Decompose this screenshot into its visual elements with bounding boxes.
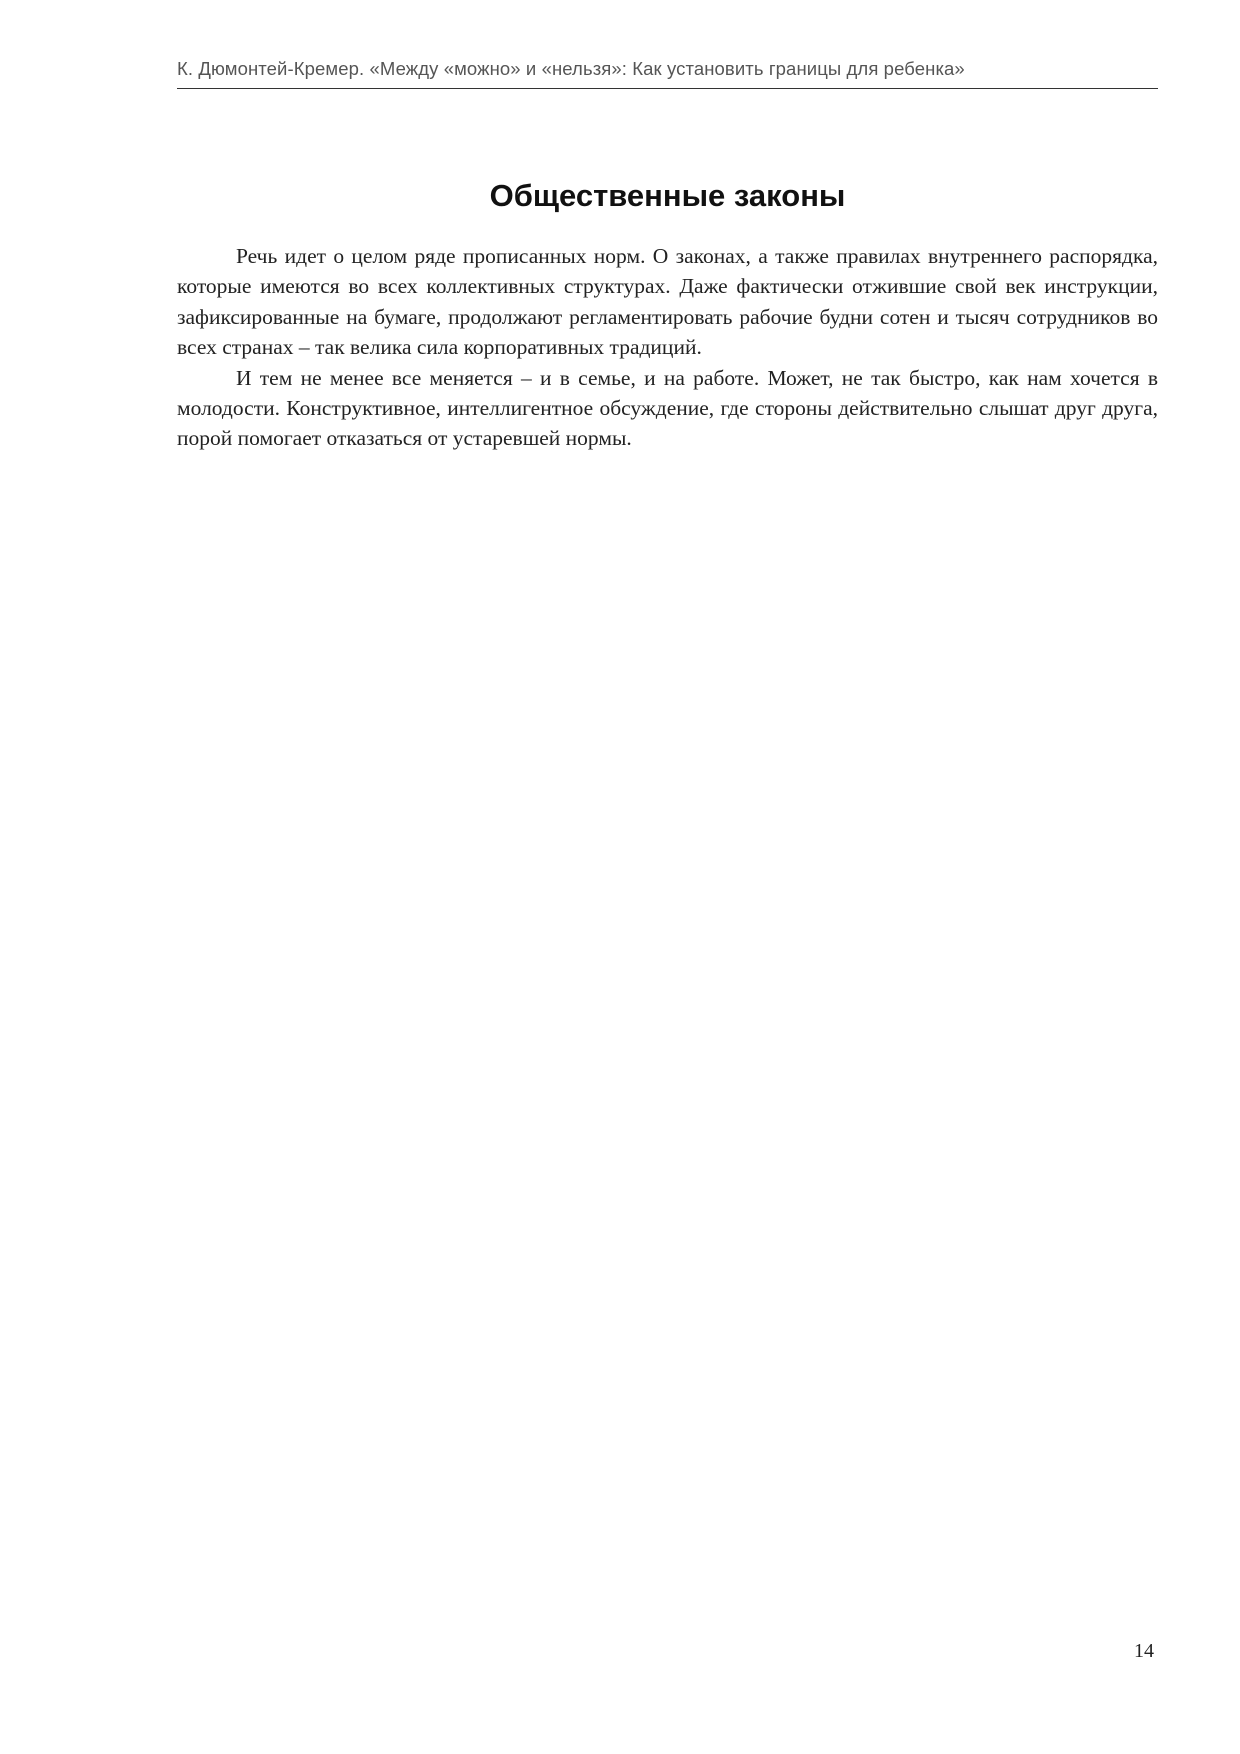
body-text (177, 241, 1158, 454)
page-number: 14 (1134, 1640, 1154, 1662)
header-divider (177, 88, 1158, 89)
paragraph-1: Речь идет о целом ряде прописанных норм. О законах, а также правилах внутреннего распорядка, которые имеются во всех коллективных структурах. Даже фактически отжившие свой век инструкции, зафиксированные на бумаге, продолжают регламентировать рабочие будни сотен и тысяч сотрудников во всех странах – так велика сила корпоративных традиций. (177, 244, 1158, 360)
paragraph-2: И тем не менее все меняется – и в семье, и на работе. Может, не так быстро, как нам хочется в молодости. Конструктивное, интеллигентное обсуждение, где стороны действительно слышат друг друга, порой помогает отказаться от устаревшей нормы. (177, 365, 1158, 451)
running-header: К. Дюмонтей-Кремер. «Между «можно» и «нельзя»: Как установить границы для ребенка» (177, 58, 965, 79)
section-title: Общественные законы (489, 178, 846, 213)
